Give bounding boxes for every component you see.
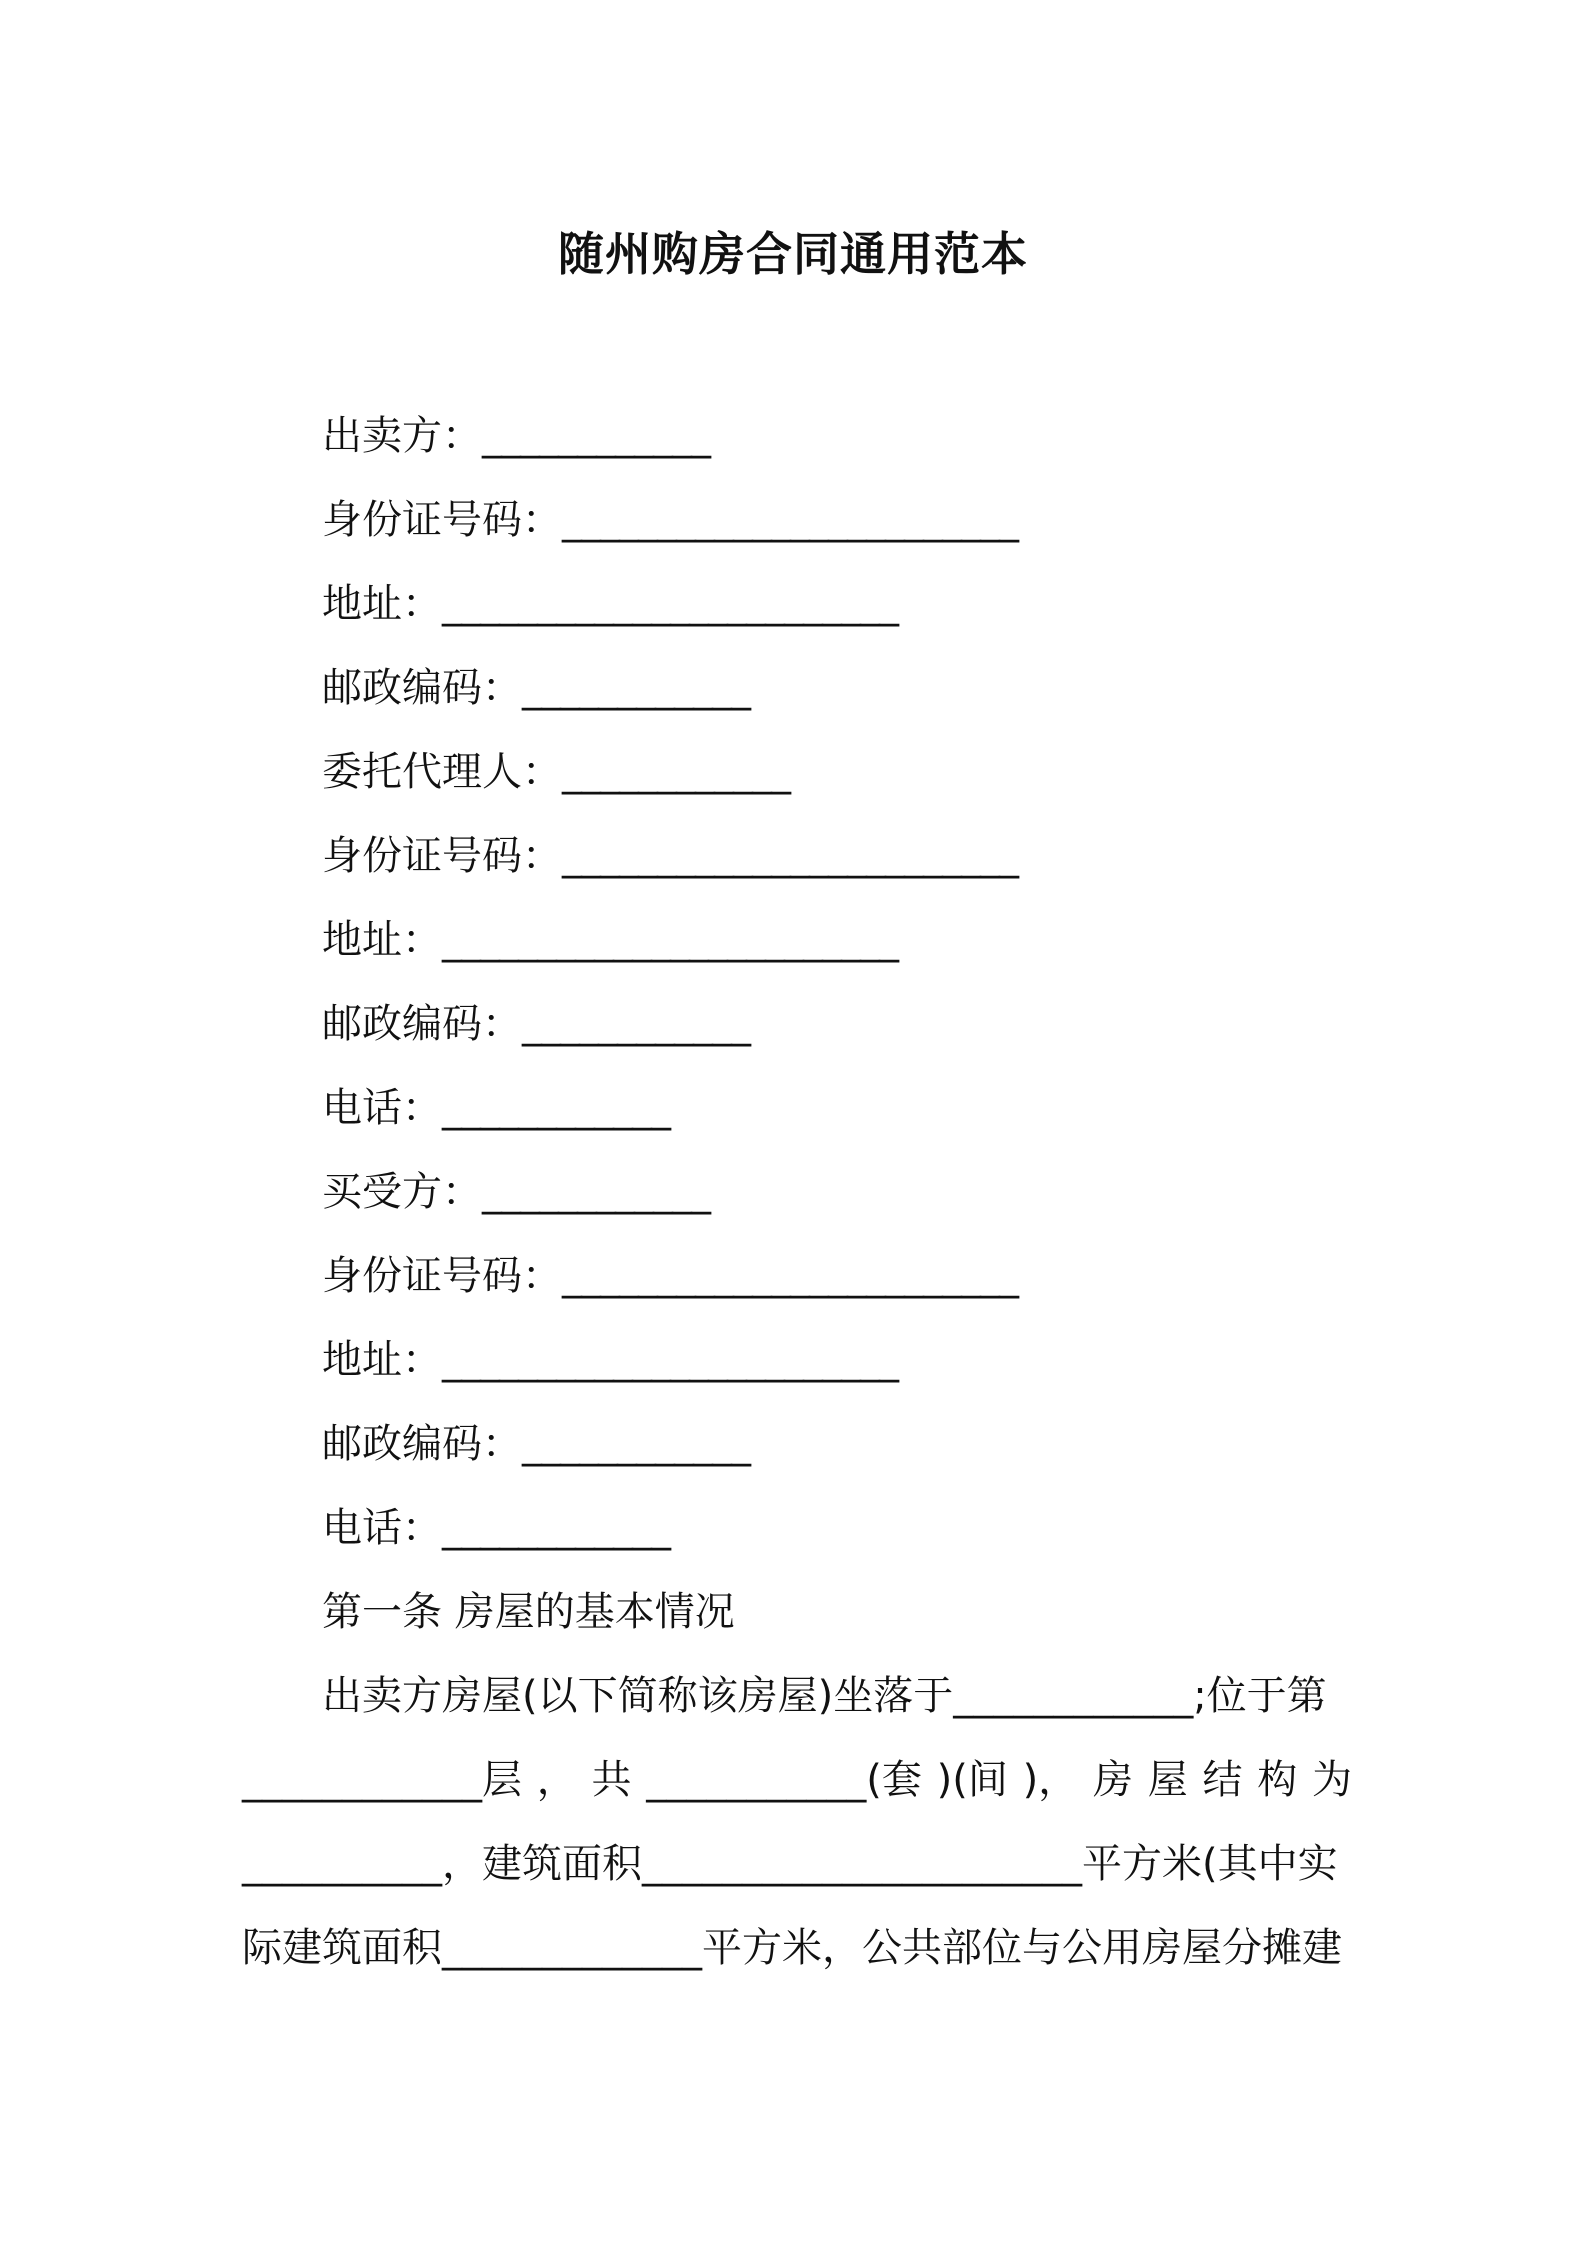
field-blank: ________________________ bbox=[562, 1253, 1018, 1299]
agent-postcode-field bbox=[322, 996, 750, 1052]
agent-field bbox=[322, 744, 790, 800]
field-blank: ____________ bbox=[522, 1001, 750, 1047]
field-label: 邮政编码： bbox=[322, 1001, 522, 1047]
buyer-id-field bbox=[322, 1248, 1018, 1304]
article-line-1: 出卖方房屋(以下简称该房屋)坐落于____________;位于第 bbox=[322, 1673, 1327, 1719]
text-segment: ， bbox=[536, 1757, 577, 1803]
buyer-postcode-field bbox=[322, 1416, 750, 1472]
buyer-field bbox=[322, 1164, 710, 1220]
agent-address-field bbox=[322, 912, 898, 968]
seller-postcode-field bbox=[322, 660, 750, 716]
field-label: 出卖方： bbox=[322, 413, 482, 459]
field-blank: ____________ bbox=[442, 1085, 670, 1131]
text-segment: )(间 bbox=[936, 1757, 1008, 1803]
article-heading: 第一条 房屋的基本情况 bbox=[322, 1589, 735, 1635]
field-label: 委托代理人： bbox=[322, 749, 562, 795]
field-blank: ________________________ bbox=[442, 917, 898, 963]
seller-field bbox=[322, 408, 710, 464]
text-segment: 为 bbox=[1311, 1757, 1352, 1803]
field-label: 邮政编码： bbox=[322, 665, 522, 711]
text-segment: 屋 bbox=[1147, 1757, 1188, 1803]
text-segment: 构 bbox=[1257, 1757, 1298, 1803]
field-label: 地址： bbox=[322, 917, 442, 963]
field-label: 电话： bbox=[322, 1085, 442, 1131]
field-blank: ________________________ bbox=[562, 497, 1018, 543]
field-blank: ____________ bbox=[482, 1169, 710, 1215]
field-label: 地址： bbox=[322, 581, 442, 627]
field-label: 电话： bbox=[322, 1505, 442, 1551]
buyer-phone-field bbox=[322, 1500, 670, 1556]
text-segment: 房 bbox=[1092, 1757, 1133, 1803]
text-segment: 结 bbox=[1202, 1757, 1243, 1803]
field-blank: ________________________ bbox=[442, 581, 898, 627]
field-blank: ____________ bbox=[522, 665, 750, 711]
buyer-address-field bbox=[322, 1332, 898, 1388]
field-label: 地址： bbox=[322, 1337, 442, 1383]
text-segment: ___________(套 bbox=[646, 1757, 922, 1803]
agent-phone-field bbox=[322, 1080, 670, 1136]
article-line-2 bbox=[242, 1752, 1352, 1808]
seller-id-field bbox=[322, 492, 1018, 548]
text-segment: 共 bbox=[591, 1757, 632, 1803]
seller-address-field bbox=[322, 576, 898, 632]
agent-id-field bbox=[322, 828, 1018, 884]
article-line-4: 际建筑面积_____________平方米，公共部位与公用房屋分摊建 bbox=[242, 1925, 1342, 1971]
field-label: 身份证号码： bbox=[322, 833, 562, 879]
field-blank: ____________ bbox=[522, 1421, 750, 1467]
field-blank: ________________________ bbox=[562, 833, 1018, 879]
field-label: 买受方： bbox=[322, 1169, 482, 1215]
article-line-3: __________，建筑面积______________________平方米(其中实 bbox=[242, 1841, 1338, 1887]
field-blank: ________________________ bbox=[442, 1337, 898, 1383]
field-blank: ____________ bbox=[442, 1505, 670, 1551]
field-blank: ____________ bbox=[482, 413, 710, 459]
document-title: 随州购房合同通用范本 bbox=[558, 227, 1028, 281]
field-label: 邮政编码： bbox=[322, 1421, 522, 1467]
field-blank: ____________ bbox=[562, 749, 790, 795]
field-label: 身份证号码： bbox=[322, 497, 562, 543]
text-segment: )， bbox=[1022, 1757, 1079, 1803]
text-segment: ____________层 bbox=[242, 1757, 522, 1803]
field-label: 身份证号码： bbox=[322, 1253, 562, 1299]
